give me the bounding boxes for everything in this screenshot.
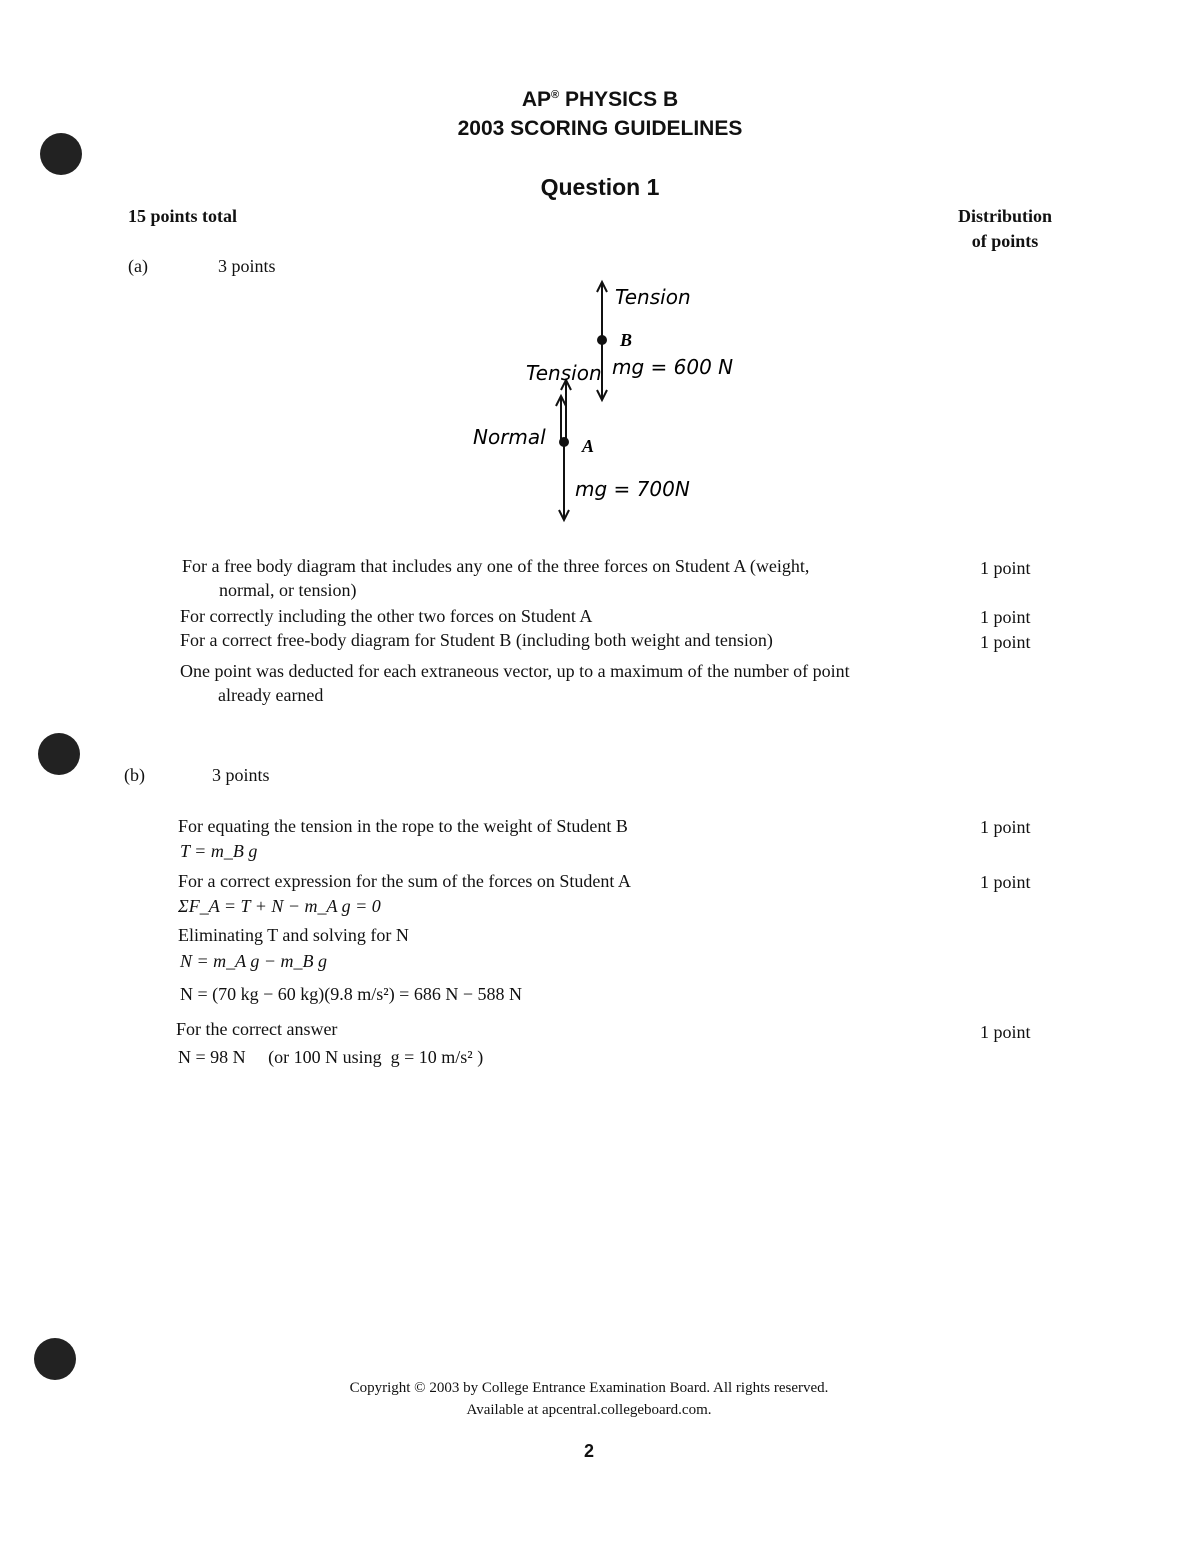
distribution-heading xyxy=(940,205,1070,252)
footer-copyright: Copyright © 2003 by College Entrance Examination Board. All rights reserved. xyxy=(349,1380,829,1396)
weight-a-label: mg = 700N xyxy=(575,477,690,501)
part-b-item-1: For equating the tension in the rope to the weight of Student B xyxy=(178,816,628,836)
part-b-item-1-points: 1 point xyxy=(980,817,1031,837)
part-b-item-2-points: 1 point xyxy=(980,872,1031,892)
part-a-item-4-line-1: One point was deducted for each extraneous vector, up to a maximum of the number of point xyxy=(180,661,850,681)
part-b-item-2: For a correct expression for the sum of the forces on Student A xyxy=(178,871,631,891)
footer-available: Available at apcentral.collegeboard.com. xyxy=(466,1402,712,1418)
part-a-item-2: For correctly including the other two forces on Student A xyxy=(180,606,593,626)
part-a-item-1-line-2: normal, or tension) xyxy=(219,580,357,600)
part-a-points: 3 points xyxy=(218,256,276,276)
student-b-label: B xyxy=(620,330,633,350)
equation-tension: T = m_B g xyxy=(180,841,258,861)
header-line-1 xyxy=(0,88,1200,112)
part-a-item-1-line-1: For a free body diagram that includes any one of the three forces on Student A (weight, xyxy=(182,556,810,576)
tension-b-label: Tension xyxy=(615,285,691,309)
part-a-item-4 xyxy=(180,660,850,706)
points-total: 15 points total xyxy=(128,206,238,226)
part-b-item-4: For the correct answer xyxy=(176,1019,338,1039)
free-body-diagram xyxy=(440,270,780,530)
part-a-item-2-points: 1 point xyxy=(980,607,1031,627)
header-ap: AP xyxy=(521,88,552,111)
part-a-item-1 xyxy=(182,555,809,601)
equation-normal-numeric: N = (70 kg − 60 kg)(9.8 m/s²) = 686 N − 588 N xyxy=(180,984,522,1004)
hole-punch-middle xyxy=(38,733,80,775)
equation-answer: N = 98 N (or 100 N using g = 10 m/s² ) xyxy=(178,1047,484,1067)
distribution-line-1: Distribution xyxy=(957,206,1053,226)
part-a-item-3: For a correct free-body diagram for Student B (including both weight and tension) xyxy=(180,630,773,650)
header-subject: PHYSICS B xyxy=(559,88,679,111)
part-a-item-3-points: 1 point xyxy=(980,632,1031,652)
student-b-dot xyxy=(597,335,607,345)
registered-mark: ® xyxy=(551,89,560,101)
equation-normal-symbolic: N = m_A g − m_B g xyxy=(180,951,327,971)
equation-sum-forces: ΣF_A = T + N − m_A g = 0 xyxy=(178,896,381,916)
part-b-item-3: Eliminating T and solving for N xyxy=(178,925,409,945)
part-b-item-4-points: 1 point xyxy=(980,1022,1031,1042)
question-title: Question 1 xyxy=(540,174,660,200)
weight-b-label: mg = 600 N xyxy=(612,355,734,379)
part-b-label: (b) xyxy=(124,765,145,785)
normal-a-label: Normal xyxy=(473,425,546,449)
header-line-2: 2003 SCORING GUIDELINES xyxy=(457,117,743,140)
distribution-line-2: of points xyxy=(971,231,1039,251)
part-a-label: (a) xyxy=(128,256,148,276)
part-b-points: 3 points xyxy=(212,765,270,785)
student-a-label: A xyxy=(582,436,595,456)
part-a-item-1-points: 1 point xyxy=(980,558,1031,578)
page-number: 2 xyxy=(583,1441,594,1461)
tension-a-label: Tension xyxy=(526,361,602,385)
part-a-item-4-line-2: already earned xyxy=(218,685,324,705)
hole-punch-bottom xyxy=(34,1338,76,1380)
student-a-dot xyxy=(559,437,569,447)
